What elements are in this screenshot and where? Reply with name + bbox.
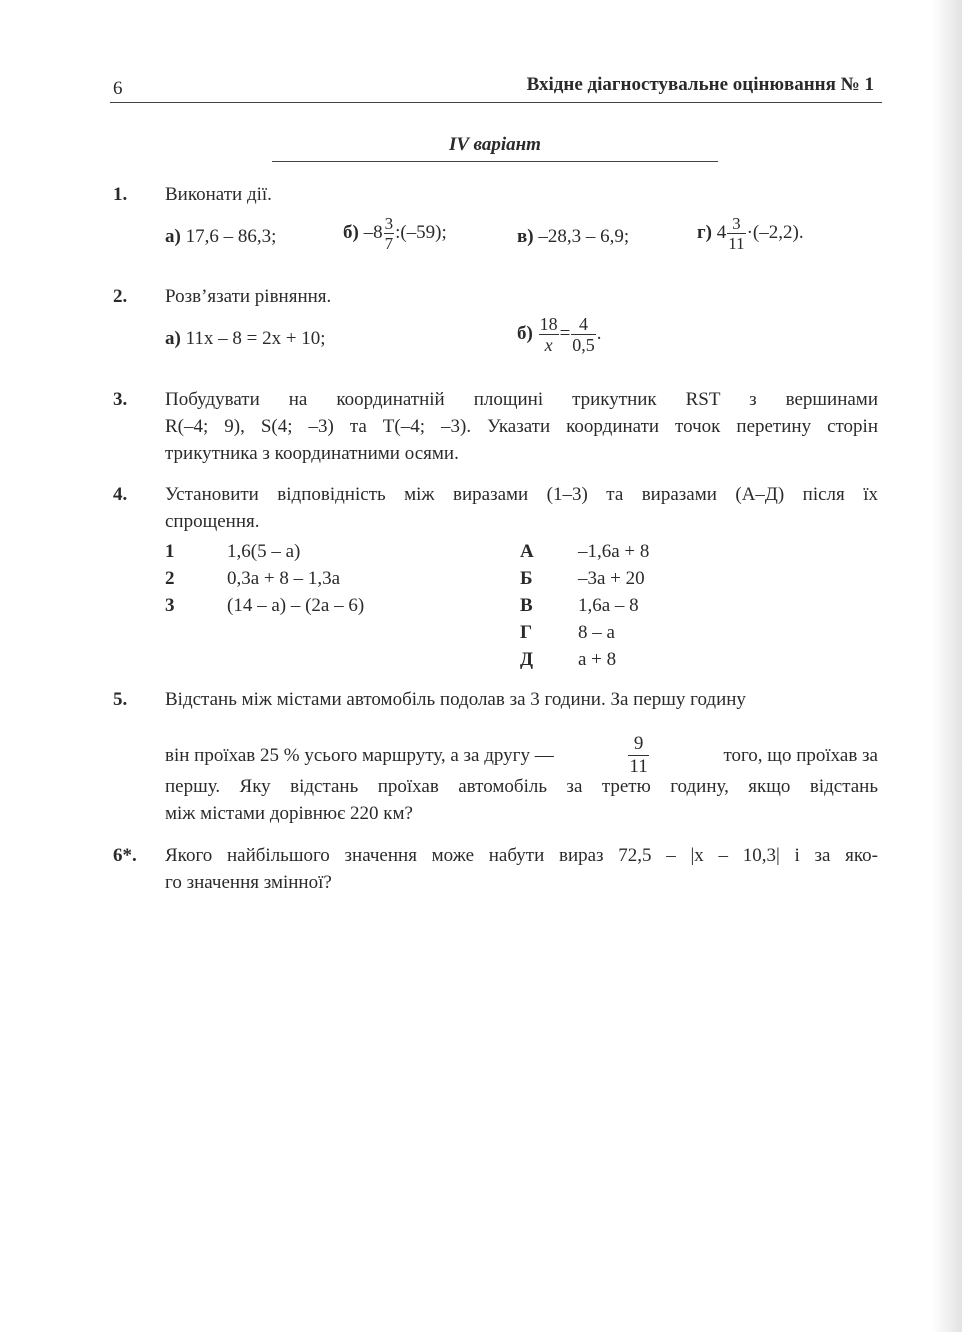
matching-right-expr: a + 8: [578, 649, 617, 670]
task-1-a: [165, 226, 276, 248]
task-2-b-fraction-right: [571, 314, 596, 355]
task-5-line-4: між містами дорівнює 220 км?: [165, 803, 413, 824]
task-1-b-fraction: [384, 214, 395, 253]
task-5-denominator: 11: [629, 756, 648, 777]
page-number: 6: [113, 78, 123, 99]
task-1-d-numerator: 3: [727, 214, 745, 234]
task-2-number: 2.: [113, 286, 128, 307]
matching-left-index: 2: [165, 568, 175, 589]
matching-right-row: [520, 568, 645, 590]
task-2-b-denominator-right: 0,5: [572, 335, 595, 355]
task-5-line-2: [165, 733, 878, 778]
task-6-line-1: Якого найбільшого значення може набути вираз 72,5 – |x – 10,3| і за яко-: [165, 845, 878, 866]
task-1-b: [343, 214, 447, 253]
matching-right-row: [520, 649, 617, 671]
page-edge-shadow: [932, 0, 962, 1332]
task-1-d-whole: 4: [716, 221, 727, 243]
task-6-line-2: го значення змінної?: [165, 872, 332, 893]
task-1-c-label: в): [517, 226, 534, 247]
matching-right-row: [520, 622, 615, 644]
task-1-b-whole: –8: [363, 221, 383, 243]
matching-right-row: [520, 541, 650, 563]
task-3-paragraph: [165, 386, 878, 467]
task-2-b-denominator-left: x: [544, 335, 553, 355]
task-4-paragraph: [165, 481, 878, 535]
task-2-a-label: а): [165, 328, 181, 349]
task-5-number: 5.: [113, 689, 128, 710]
task-1-d-fraction: [727, 214, 745, 253]
task-2-text: Розв’язати рівняння.: [165, 286, 332, 307]
task-1-a-label: а): [165, 226, 181, 247]
task-1-text: Виконати дії.: [165, 184, 272, 205]
task-4-line-2: спрощення.: [165, 511, 260, 532]
task-2-b-equals: =: [559, 322, 571, 344]
task-3-line-3: трикутника з координатними осями.: [165, 443, 459, 464]
task-5-paragraph-tail: [165, 773, 878, 827]
task-1-d-rest: ·(–2,2).: [746, 221, 804, 243]
task-2-a: [165, 328, 326, 350]
matching-right-expr: 1,6a – 8: [578, 595, 639, 616]
task-5-line-2-end: того, що проїхав за: [723, 744, 878, 766]
task-2-b-numerator-left: 18: [539, 314, 558, 334]
task-1-c: [517, 226, 629, 248]
task-5-fraction: [628, 733, 648, 778]
header-rule: [110, 102, 882, 103]
task-3-line-1: Побудувати на координатній площині трикутник RST з вершинами: [165, 389, 878, 410]
task-6-number: 6*.: [113, 845, 137, 866]
task-1-c-expr: –28,3 – 6,9;: [538, 226, 630, 247]
task-1-b-rest: :(–59);: [395, 221, 447, 243]
task-3-number: 3.: [113, 389, 128, 410]
matching-left-expr: 0,3a + 8 – 1,3a: [227, 568, 341, 589]
task-1-d: [697, 214, 804, 253]
matching-left-index: 3: [165, 595, 175, 616]
matching-left-expr: 1,6(5 – a): [227, 541, 301, 562]
variant-title: IV варіант: [449, 134, 541, 155]
task-6-paragraph: [165, 842, 878, 896]
matching-right-row: [520, 595, 639, 617]
task-2-b-numerator-right: 4: [571, 314, 596, 335]
matching-left-row: [165, 568, 341, 590]
task-1-a-expr: 17,6 – 86,3;: [185, 226, 277, 247]
task-1-b-label: б): [343, 221, 359, 243]
matching-left-row: [165, 541, 301, 563]
task-3-line-2: R(–4; 9), S(4; –3) та T(–4; –3). Указати координати точок перетину сторін: [165, 416, 878, 437]
matching-right-letter: Д: [520, 649, 534, 670]
task-4-number: 4.: [113, 484, 128, 505]
variant-underline: [272, 161, 718, 162]
matching-right-letter: Б: [520, 568, 533, 589]
task-5-numerator: 9: [628, 733, 648, 756]
matching-right-letter: А: [520, 541, 534, 562]
task-4-line-1: Установити відповідність між виразами (1–3) та виразами (А–Д) після їх: [165, 484, 878, 505]
task-5-line-3: першу. Яку відстань проїхав автомобіль за третю годину, якщо відстань: [165, 776, 878, 797]
matching-left-expr: (14 – a) – (2a – 6): [227, 595, 365, 616]
task-1-number: 1.: [113, 184, 128, 205]
task-1-b-numerator: 3: [384, 214, 394, 233]
running-header-title: Вхідне діагностувальне оцінювання № 1: [526, 74, 874, 95]
task-5-line-2-start: він проїхав 25 % усього маршруту, а за другу —: [165, 744, 554, 766]
matching-left-index: 1: [165, 541, 175, 562]
matching-left-row: [165, 595, 365, 617]
task-2-a-expr: 11x – 8 = 2x + 10;: [185, 328, 326, 349]
matching-right-expr: 8 – a: [578, 622, 615, 643]
task-1-d-denominator: 11: [728, 234, 745, 253]
task-2-b: [517, 314, 602, 355]
task-2-b-fraction-left: [539, 314, 559, 355]
task-2-b-label: б): [517, 322, 533, 344]
task-1-b-denominator: 7: [384, 234, 394, 253]
matching-right-letter: В: [520, 595, 533, 616]
matching-right-expr: –3a + 20: [578, 568, 645, 589]
task-5-line-1: Відстань між містами автомобіль подолав за 3 години. За першу годину: [165, 689, 746, 710]
task-2-b-end: .: [596, 322, 602, 344]
task-1-d-label: г): [697, 221, 712, 243]
matching-right-expr: –1,6a + 8: [578, 541, 650, 562]
matching-right-letter: Г: [520, 622, 533, 643]
